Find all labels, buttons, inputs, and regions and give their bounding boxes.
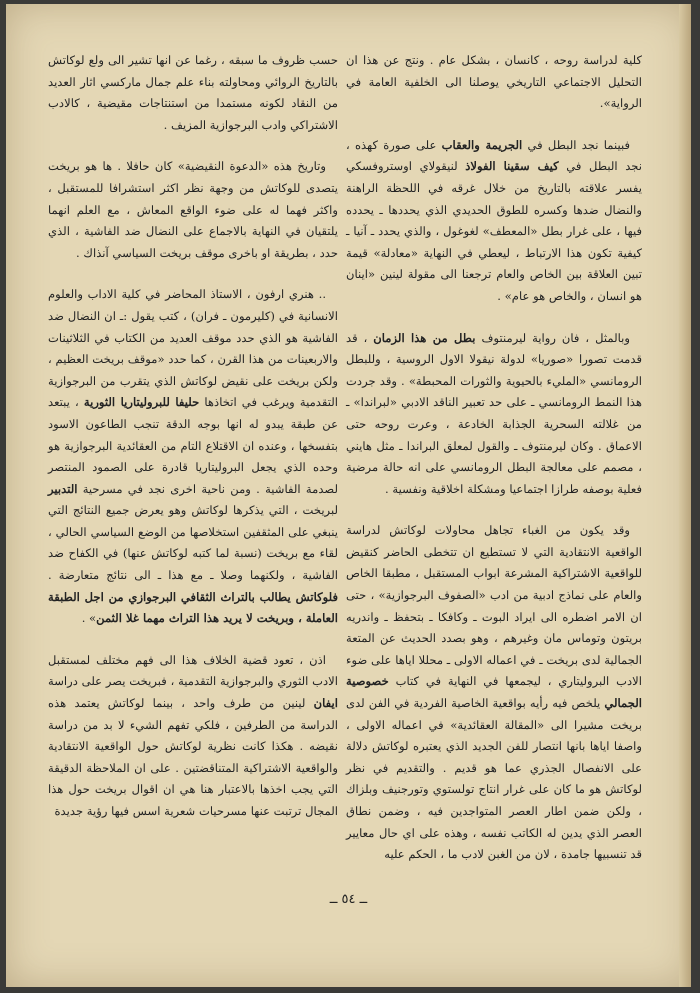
page-edge [679,4,691,987]
paragraph: فبينما نجد البطل في الجريمة والعقاب على صورة كهذه ، نجد البطل في كيف سقينا الفولاذ لنيقولاي اوستروفسكي يفسر علاقته بالتاريخ من خلال غرقه في اللحظة الراهنة والنضال ضدها وكسره للطوق الحديدي الذي يحددها ـ يحدده فيها ، على غرار بطل «المعطف» لغوغول ، والذي يحدد ـ آنيا ـ كيفية تكون هذا الارتباط ، ليعطي في النهاية «معادلة» قيمة تبين العلاقة بين الخاص والعام ترجعنا الى مقولة لينين «اينان هو انسان ، والخاص هو عام» . [346,137,642,303]
paragraph: اذن ، تعود قضية الخلاف هذا الى فهم مختلف لمستقبل الادب الثوري والبرجوازية التقدمية ، فبريخت يصر على دراسة ايفان لينين من طرف واحد ، بينما لوكاتش يعتمد هذه الدراسة من الطرفين ، فلكي تفهم الشيء لا بد من دراسة نقيضه . هكذا كانت نظرية لوكاتش حول الواقعية الانتقادية والواقعية الاشتراكية المتناقضتين . على ان الملاحظة الدقيقة التي يجب اخذها بالاعتبار هنا هي ان اقوال بريخت حول هذا المجال ترتبت عنها مسرحيات شعرية اسس فيها رؤية جديدة [48,652,338,818]
paragraph: وبالمثل ، فان رواية ليرمنتوف بطل من هذا الزمان ، قد قدمت تصورا «صوريا» لدولة نيقولا الاول الروسية ، وللبطل الرومانسي «المليء بالحيوية والثورات المحبطة» . وقد جردت هذا النمط الرومانسي ـ على حد تعبير الناقد الادبي «لبراندا» ـ من غلالته السحرية الجذابة الخادعة ، وعرت روحه حتى الاعماق . وكان ليرمنتوف ـ والقول لمعلق البراندا ـ مثل هايني ، مصمم على معالجة البطل الرومانسي على انه حالة مرضية فعلية بوصفه طرازا اجتماعيا ومشكلة اخلاقية ونفسية . [346,330,642,496]
book-page [6,4,691,987]
paragraph: .. هنري ارفون ، الاستاذ المحاضر في كلية الاداب والعلوم الانسانية في (كليرمون ـ فران) ، كتب يقول :ـ ان النضال ضد الفاشية هو الذي حدد موقف العديد من الكتاب في الثلاثينات والاربعينات من هذا القرن ، كما حدد «موقف بريخت العظيم ، ولكن بريخت على نقيض لوكاتش الذي يتقرب من البرجوازية التقدمية ويرغب في اتخاذها حليفا للبروليتاريا الثورية ، يبتعد عن طبقة يبدو له انها بوجه الدقة تنجب الطاعون الاسود بتفسخها ، وعنده ان الاقتلاع التام من العقائدية البرجوازية هو وحده الذي يجعل البروليتاريا قادرة على الصمود المنتصر لصدمة الفاشية . ومن ناحية اخرى نجد في مسرحية التدبير لبريخت ، التي يذكرها لوكاتش وهو يعرض جميع النتائج التي ينبغي على المثقفين استخلاصها من الوضع السياسي الحالي ، لقاء مع بريخت (نسبة لما كتبه لوكاتش عنها) في الكفاح ضد الفاشية ، ولكنهما وصلا ـ مع هذا ـ الى نتائج متعارضة . فلوكاتش يطالب بالتراث الثقافي البرجوازي من اجل الطبقة العاملة ، وبريخت لا يريد هذا التراث مهما غلا الثمن» . [48,287,339,626]
paragraph: وتاريخ هذه «الدعوة النقيضية» كان حافلا . ها هو بريخت يتصدى للوكاتش من وجهة نظر اكثر استشرافا للمستقبل ، واكثر فهما له على ضوء الواقع المعاش ، مع العلم انهما يلتقيان في النهاية بالاجماع على النضال ضد الفاشية ، الذي حدد ، بطريقة او باخرى موقف بريخت السياسي آنذاك . [48,159,338,260]
right-column [346,50,642,886]
paragraph: كلية لدراسة روحه ، كانسان ، بشكل عام . ونتج عن هذا ان التحليل الاجتماعي التاريخي يوصلنا الى الخلفية العامة في الرواية». [346,53,642,111]
paragraph: حسب ظروف ما سبقه ، رغما عن انها تشير الى ولع لوكاتش بالتاريخ الروائي ومحاولته بناء علم جمال ماركسي اثار العديد من النقاد لكونه مستمدا من استنتاجات مقيضية ، كالادب الاشتراكي وادب البرجوازية المزيف . [48,53,338,132]
page-number: ــ ٥٤ ــ [329,892,368,907]
left-column [48,50,338,843]
paragraph: وقد يكون من الغباء تجاهل محاولات لوكاتش لدراسة الواقعية الانتقادية التي لا تستطيع ان تتخطى الحاضر كنقيض للواقعية الاشتراكية المشرعة ابواب المستقبل ، مطبقا الخاص والعام على نماذج ادبية من ادب «الصفوف البرجوازية» ، حتى ان الامر اضطره الى ايراد البوت ـ وكافكا ـ بتحفظ ـ واندريه بريتون وتوماس مان وغيرهم ، وهو بصدد الحديث عن المتعة الجمالية لدى بريخت ـ في اعماله الاولى ـ محللا اياها على ضوء الادب البروليتاري ، ليجمعها في النهاية في كتاب خصوصية الجمالي يلخص فيه رأيه بواقعية الخاصية الفردية في الفن لدى بريخت مشيرا الى «المقالة العقائدية» في اعماله الاولى ، واصفا اياها بانها انتصار للفن الجديد الذي يعتبره لوكاتش دلالة على الانفصال الجذري عما هو قديم . والتقديم في نظر لوكاتش هو ما كان على غرار انتاج تولستوي وتورجنيف وبلزاك ، ولكن ضمن اطار العصر المتواجدين فيه ، وضمن نطاق العصر الذي يدين له الكاتب نفسه ، وهذه على اي حال معايير قد تنسبيها جامدة ، لان من الغبن لادب ما ، الحكم عليه [346,523,642,862]
